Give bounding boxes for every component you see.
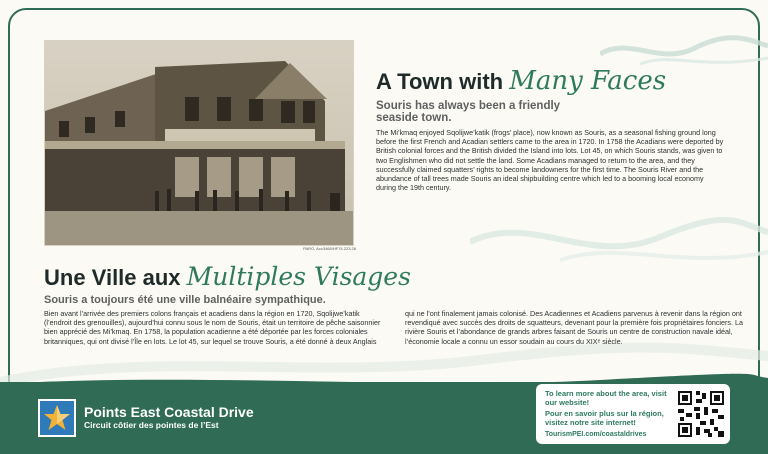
historic-building-illustration [45, 41, 353, 245]
english-subtitle: Souris has always been a friendly seaside town. [376, 100, 561, 124]
star-logo-icon [38, 399, 76, 437]
french-title-plain: Une Ville aux [44, 265, 187, 290]
french-subtitle: Souris a toujours été une ville balnéaire sympathique. [44, 294, 326, 306]
historic-photo [44, 40, 354, 246]
photo-caption: PARO, Acc3466/HF74.223.26 [303, 246, 356, 251]
english-title-plain: A Town with [376, 69, 510, 94]
website-info-english: To learn more about the area, visit our website! [545, 389, 667, 407]
brand-name-english: Points East Coastal Drive [84, 404, 254, 420]
qr-code-icon[interactable] [676, 389, 726, 439]
brand-name-french: Circuit côtier des pointes de l’Est [84, 420, 219, 430]
french-body: Bien avant l’arrivée des premiers colons français et acadiens dans la région en 1720, Sqolijwe’katik (l’endroit des grenouilles), aujourd’hui connu sous le nom de Souris, était un territoire de pêche saisonnier bien apprécié des Mi’kmaq. En 1758, la population acadienne a été déportée par les forces coloniales britanniques, qui ont divisé l’Île en lots. Le lot 45, sur lequel se trouve Souris, a été donné à deux Anglais qui ne l’ont finalement jamais colonisé. Des Acadiennes et Acadiens parvenus à revenir dans la région ont revendiqué avec succès des droits de squatteurs, devenant pour la première fois propriétaires fonciers. La rivière Souris et l’abondance de grands arbres faisant de Souris un centre de construction navale idéal, l’économie locale a connu un essor soudain au cours du XIXᵉ siècle. [44, 309, 743, 346]
wave-decoration-middle [470, 212, 768, 272]
french-title [44, 262, 411, 291]
website-info-box [536, 384, 730, 444]
french-title-script: Multiples Visages [186, 262, 411, 291]
website-url[interactable]: TourismPEI.com/coastaldrives [545, 431, 647, 438]
wave-decoration-top [600, 30, 768, 70]
english-title-script: Many Faces [509, 66, 667, 96]
english-title [376, 66, 666, 102]
website-info-french: Pour en savoir plus sur la région, visitez notre site internet! [545, 409, 664, 427]
english-body: The Mi’kmaq enjoyed Sqolijwe’katik (frogs’ place), now known as Souris, as a seasonal fishing ground long before the first French and Acadian settlers came to the area in 1720. In 1758 the Acadians were deported by British colonial forces and the British divided the Island into lots. Lot 45, on which Souris stands, was given to two Englishmen who did not settle the land. Some Acadians managed to return to the area, and they successfully claimed squatters’ rights to become landowners for the first time. The Souris River and the abundance of tall trees made Souris an ideal shipbuilding centre which led to a booming local economy during the 19th century. [376, 128, 724, 193]
